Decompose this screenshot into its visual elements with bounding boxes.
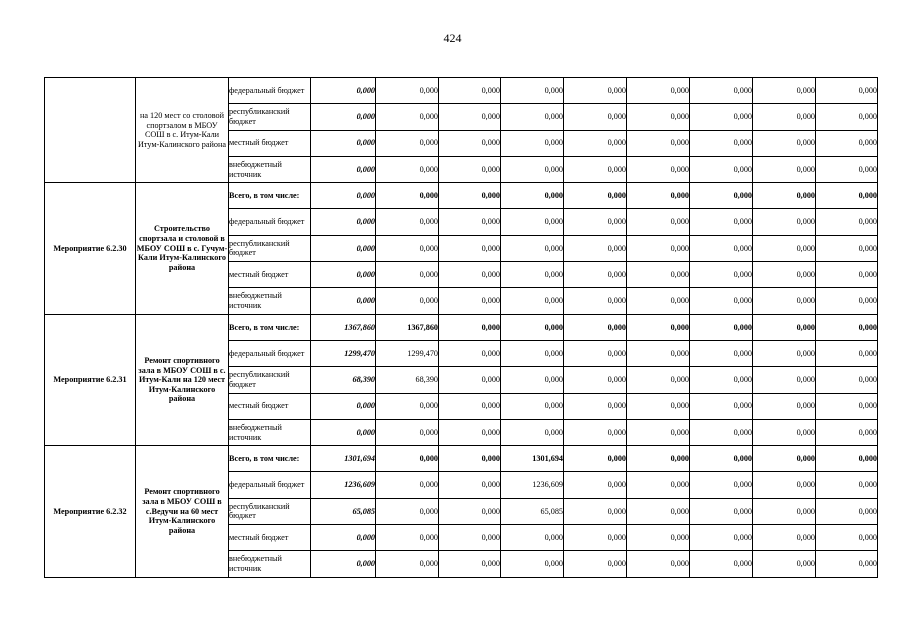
funding-source-cell: республиканский бюджет xyxy=(229,104,311,130)
funding-source-cell: местный бюджет xyxy=(229,393,311,419)
year-amount-cell: 0,000 xyxy=(753,235,816,261)
year-amount-cell: 0,000 xyxy=(627,183,690,209)
year-amount-cell: 0,000 xyxy=(627,156,690,182)
year-amount-cell: 0,000 xyxy=(376,525,439,551)
year-amount-cell: 0,000 xyxy=(627,314,690,340)
year-amount-cell: 0,000 xyxy=(753,78,816,104)
year-amount-cell: 0,000 xyxy=(501,551,564,577)
year-amount-cell: 0,000 xyxy=(501,78,564,104)
year-amount-cell: 0,000 xyxy=(439,104,501,130)
year-amount-cell: 0,000 xyxy=(690,235,753,261)
funding-source-cell: внебюджетный источник xyxy=(229,419,311,445)
event-code-cell: Мероприятие 6.2.31 xyxy=(45,314,136,445)
year-amount-cell: 0,000 xyxy=(690,340,753,366)
total-amount-cell: 1301,694 xyxy=(311,446,376,472)
year-amount-cell: 1301,694 xyxy=(501,446,564,472)
funding-source-cell: федеральный бюджет xyxy=(229,209,311,235)
funding-source-cell: внебюджетный источник xyxy=(229,551,311,577)
year-amount-cell: 0,000 xyxy=(439,525,501,551)
year-amount-cell: 0,000 xyxy=(376,78,439,104)
year-amount-cell: 0,000 xyxy=(627,446,690,472)
year-amount-cell: 0,000 xyxy=(439,209,501,235)
table-row xyxy=(45,183,878,209)
year-amount-cell: 0,000 xyxy=(627,78,690,104)
year-amount-cell: 0,000 xyxy=(376,262,439,288)
total-amount-cell: 65,085 xyxy=(311,498,376,524)
year-amount-cell: 0,000 xyxy=(690,130,753,156)
year-amount-cell: 0,000 xyxy=(501,104,564,130)
year-amount-cell: 0,000 xyxy=(627,367,690,393)
funding-source-cell: республиканский бюджет xyxy=(229,367,311,393)
year-amount-cell: 0,000 xyxy=(816,262,878,288)
year-amount-cell: 0,000 xyxy=(564,367,627,393)
year-amount-cell: 0,000 xyxy=(376,130,439,156)
year-amount-cell: 0,000 xyxy=(564,498,627,524)
year-amount-cell: 0,000 xyxy=(627,288,690,314)
funding-source-cell: федеральный бюджет xyxy=(229,340,311,366)
budget-table xyxy=(44,77,878,578)
year-amount-cell: 0,000 xyxy=(816,367,878,393)
year-amount-cell: 0,000 xyxy=(690,446,753,472)
year-amount-cell: 0,000 xyxy=(376,551,439,577)
year-amount-cell: 0,000 xyxy=(816,446,878,472)
total-amount-cell: 0,000 xyxy=(311,209,376,235)
year-amount-cell: 0,000 xyxy=(439,393,501,419)
year-amount-cell: 0,000 xyxy=(376,235,439,261)
year-amount-cell: 0,000 xyxy=(627,104,690,130)
year-amount-cell: 0,000 xyxy=(816,551,878,577)
year-amount-cell: 0,000 xyxy=(690,262,753,288)
year-amount-cell: 0,000 xyxy=(439,288,501,314)
year-amount-cell: 0,000 xyxy=(753,183,816,209)
year-amount-cell: 0,000 xyxy=(753,393,816,419)
year-amount-cell: 0,000 xyxy=(753,498,816,524)
year-amount-cell: 0,000 xyxy=(753,314,816,340)
year-amount-cell: 0,000 xyxy=(690,156,753,182)
year-amount-cell: 0,000 xyxy=(439,551,501,577)
year-amount-cell: 0,000 xyxy=(501,367,564,393)
year-amount-cell: 0,000 xyxy=(439,156,501,182)
total-amount-cell: 0,000 xyxy=(311,235,376,261)
page-number: 424 xyxy=(443,31,462,45)
year-amount-cell: 0,000 xyxy=(376,183,439,209)
year-amount-cell: 0,000 xyxy=(816,288,878,314)
event-code-cell: Мероприятие 6.2.30 xyxy=(45,183,136,314)
year-amount-cell: 0,000 xyxy=(501,262,564,288)
year-amount-cell: 0,000 xyxy=(376,104,439,130)
year-amount-cell: 0,000 xyxy=(690,525,753,551)
total-amount-cell: 0,000 xyxy=(311,183,376,209)
year-amount-cell: 0,000 xyxy=(690,393,753,419)
year-amount-cell: 0,000 xyxy=(376,446,439,472)
year-amount-cell: 0,000 xyxy=(501,209,564,235)
year-amount-cell: 0,000 xyxy=(816,209,878,235)
year-amount-cell: 0,000 xyxy=(753,525,816,551)
funding-source-cell: Всего, в том числе: xyxy=(229,314,311,340)
year-amount-cell: 0,000 xyxy=(690,104,753,130)
year-amount-cell: 0,000 xyxy=(439,340,501,366)
year-amount-cell: 0,000 xyxy=(501,525,564,551)
year-amount-cell: 0,000 xyxy=(753,104,816,130)
year-amount-cell: 0,000 xyxy=(690,314,753,340)
total-amount-cell: 0,000 xyxy=(311,288,376,314)
funding-source-cell: внебюджетный источник xyxy=(229,156,311,182)
total-amount-cell: 68,390 xyxy=(311,367,376,393)
year-amount-cell: 0,000 xyxy=(439,472,501,498)
year-amount-cell: 0,000 xyxy=(376,156,439,182)
year-amount-cell: 0,000 xyxy=(564,393,627,419)
year-amount-cell: 0,000 xyxy=(627,525,690,551)
year-amount-cell: 0,000 xyxy=(376,209,439,235)
year-amount-cell: 0,000 xyxy=(627,393,690,419)
year-amount-cell: 0,000 xyxy=(564,156,627,182)
funding-source-cell: местный бюджет xyxy=(229,525,311,551)
funding-source-cell: федеральный бюджет xyxy=(229,78,311,104)
year-amount-cell: 0,000 xyxy=(439,78,501,104)
year-amount-cell: 0,000 xyxy=(690,367,753,393)
year-amount-cell: 0,000 xyxy=(376,472,439,498)
year-amount-cell: 0,000 xyxy=(627,419,690,445)
year-amount-cell: 0,000 xyxy=(753,551,816,577)
total-amount-cell: 1236,609 xyxy=(311,472,376,498)
year-amount-cell: 0,000 xyxy=(501,183,564,209)
year-amount-cell: 65,085 xyxy=(501,498,564,524)
year-amount-cell: 0,000 xyxy=(753,446,816,472)
total-amount-cell: 0,000 xyxy=(311,551,376,577)
year-amount-cell: 0,000 xyxy=(753,419,816,445)
year-amount-cell: 0,000 xyxy=(564,78,627,104)
year-amount-cell: 0,000 xyxy=(439,419,501,445)
year-amount-cell: 0,000 xyxy=(501,156,564,182)
total-amount-cell: 0,000 xyxy=(311,156,376,182)
year-amount-cell: 0,000 xyxy=(376,288,439,314)
year-amount-cell: 0,000 xyxy=(627,130,690,156)
year-amount-cell: 0,000 xyxy=(627,551,690,577)
year-amount-cell: 0,000 xyxy=(627,209,690,235)
total-amount-cell: 1367,860 xyxy=(311,314,376,340)
year-amount-cell: 0,000 xyxy=(690,183,753,209)
year-amount-cell: 0,000 xyxy=(816,340,878,366)
year-amount-cell: 0,000 xyxy=(564,340,627,366)
year-amount-cell: 0,000 xyxy=(627,472,690,498)
year-amount-cell: 0,000 xyxy=(564,104,627,130)
year-amount-cell: 0,000 xyxy=(816,183,878,209)
year-amount-cell: 0,000 xyxy=(753,262,816,288)
event-description-cell: Строительство спортзала и столовой в МБОУ СОШ в с. Гучум-Кали Итум-Калинского района xyxy=(136,183,229,314)
event-code-cell xyxy=(45,78,136,183)
year-amount-cell: 0,000 xyxy=(816,419,878,445)
year-amount-cell: 0,000 xyxy=(816,525,878,551)
year-amount-cell: 0,000 xyxy=(753,156,816,182)
year-amount-cell: 0,000 xyxy=(439,262,501,288)
funding-source-cell: местный бюджет xyxy=(229,262,311,288)
year-amount-cell: 0,000 xyxy=(816,393,878,419)
year-amount-cell: 0,000 xyxy=(564,235,627,261)
year-amount-cell: 0,000 xyxy=(816,472,878,498)
year-amount-cell: 0,000 xyxy=(439,130,501,156)
year-amount-cell: 0,000 xyxy=(627,262,690,288)
year-amount-cell: 0,000 xyxy=(753,209,816,235)
total-amount-cell: 0,000 xyxy=(311,419,376,445)
year-amount-cell: 0,000 xyxy=(439,235,501,261)
total-amount-cell: 0,000 xyxy=(311,262,376,288)
year-amount-cell: 0,000 xyxy=(816,498,878,524)
total-amount-cell: 0,000 xyxy=(311,78,376,104)
year-amount-cell: 0,000 xyxy=(501,314,564,340)
year-amount-cell: 0,000 xyxy=(690,78,753,104)
total-amount-cell: 1299,470 xyxy=(311,340,376,366)
year-amount-cell: 0,000 xyxy=(439,183,501,209)
year-amount-cell: 0,000 xyxy=(501,340,564,366)
table-row xyxy=(45,446,878,472)
year-amount-cell: 0,000 xyxy=(439,446,501,472)
year-amount-cell: 0,000 xyxy=(690,209,753,235)
year-amount-cell: 0,000 xyxy=(753,367,816,393)
year-amount-cell: 0,000 xyxy=(501,393,564,419)
year-amount-cell: 0,000 xyxy=(501,288,564,314)
event-description-cell: на 120 мест со столовой спортзалом в МБОУ СОШ в с. Итум-Кали Итум-Калинского района xyxy=(136,78,229,183)
year-amount-cell: 1299,470 xyxy=(376,340,439,366)
year-amount-cell: 0,000 xyxy=(501,419,564,445)
table-row xyxy=(45,314,878,340)
year-amount-cell: 1236,609 xyxy=(501,472,564,498)
year-amount-cell: 0,000 xyxy=(753,340,816,366)
event-code-cell: Мероприятие 6.2.32 xyxy=(45,446,136,577)
year-amount-cell: 0,000 xyxy=(564,525,627,551)
year-amount-cell: 68,390 xyxy=(376,367,439,393)
year-amount-cell: 0,000 xyxy=(627,340,690,366)
total-amount-cell: 0,000 xyxy=(311,525,376,551)
year-amount-cell: 0,000 xyxy=(816,130,878,156)
total-amount-cell: 0,000 xyxy=(311,130,376,156)
year-amount-cell: 0,000 xyxy=(690,551,753,577)
year-amount-cell: 0,000 xyxy=(564,209,627,235)
year-amount-cell: 0,000 xyxy=(816,78,878,104)
year-amount-cell: 0,000 xyxy=(376,498,439,524)
event-description-cell: Ремонт спортивного зала в МБОУ СОШ в с.Ведучи на 60 мест Итум-Калинского района xyxy=(136,446,229,577)
event-description-cell: Ремонт спортивного зала в МБОУ СОШ в с. Итум-Кали на 120 мест Итум-Калинского района xyxy=(136,314,229,445)
year-amount-cell: 0,000 xyxy=(376,419,439,445)
funding-source-cell: Всего, в том числе: xyxy=(229,183,311,209)
table-row xyxy=(45,78,878,104)
table-body xyxy=(45,78,878,578)
year-amount-cell: 0,000 xyxy=(753,130,816,156)
year-amount-cell: 0,000 xyxy=(816,104,878,130)
year-amount-cell: 0,000 xyxy=(816,235,878,261)
funding-source-cell: Всего, в том числе: xyxy=(229,446,311,472)
year-amount-cell: 0,000 xyxy=(564,288,627,314)
year-amount-cell: 0,000 xyxy=(816,314,878,340)
year-amount-cell: 0,000 xyxy=(439,367,501,393)
year-amount-cell: 0,000 xyxy=(564,446,627,472)
year-amount-cell: 0,000 xyxy=(564,130,627,156)
funding-source-cell: республиканский бюджет xyxy=(229,235,311,261)
year-amount-cell: 1367,860 xyxy=(376,314,439,340)
year-amount-cell: 0,000 xyxy=(501,130,564,156)
year-amount-cell: 0,000 xyxy=(439,498,501,524)
year-amount-cell: 0,000 xyxy=(816,156,878,182)
year-amount-cell: 0,000 xyxy=(564,472,627,498)
year-amount-cell: 0,000 xyxy=(564,551,627,577)
year-amount-cell: 0,000 xyxy=(376,393,439,419)
funding-source-cell: местный бюджет xyxy=(229,130,311,156)
year-amount-cell: 0,000 xyxy=(690,498,753,524)
year-amount-cell: 0,000 xyxy=(690,472,753,498)
year-amount-cell: 0,000 xyxy=(564,262,627,288)
funding-source-cell: федеральный бюджет xyxy=(229,472,311,498)
total-amount-cell: 0,000 xyxy=(311,393,376,419)
year-amount-cell: 0,000 xyxy=(690,419,753,445)
year-amount-cell: 0,000 xyxy=(564,183,627,209)
year-amount-cell: 0,000 xyxy=(501,235,564,261)
year-amount-cell: 0,000 xyxy=(564,419,627,445)
year-amount-cell: 0,000 xyxy=(439,314,501,340)
year-amount-cell: 0,000 xyxy=(753,288,816,314)
year-amount-cell: 0,000 xyxy=(753,472,816,498)
funding-source-cell: внебюджетный источник xyxy=(229,288,311,314)
year-amount-cell: 0,000 xyxy=(627,235,690,261)
year-amount-cell: 0,000 xyxy=(690,288,753,314)
total-amount-cell: 0,000 xyxy=(311,104,376,130)
funding-source-cell: республиканский бюджет xyxy=(229,498,311,524)
year-amount-cell: 0,000 xyxy=(564,314,627,340)
year-amount-cell: 0,000 xyxy=(627,498,690,524)
